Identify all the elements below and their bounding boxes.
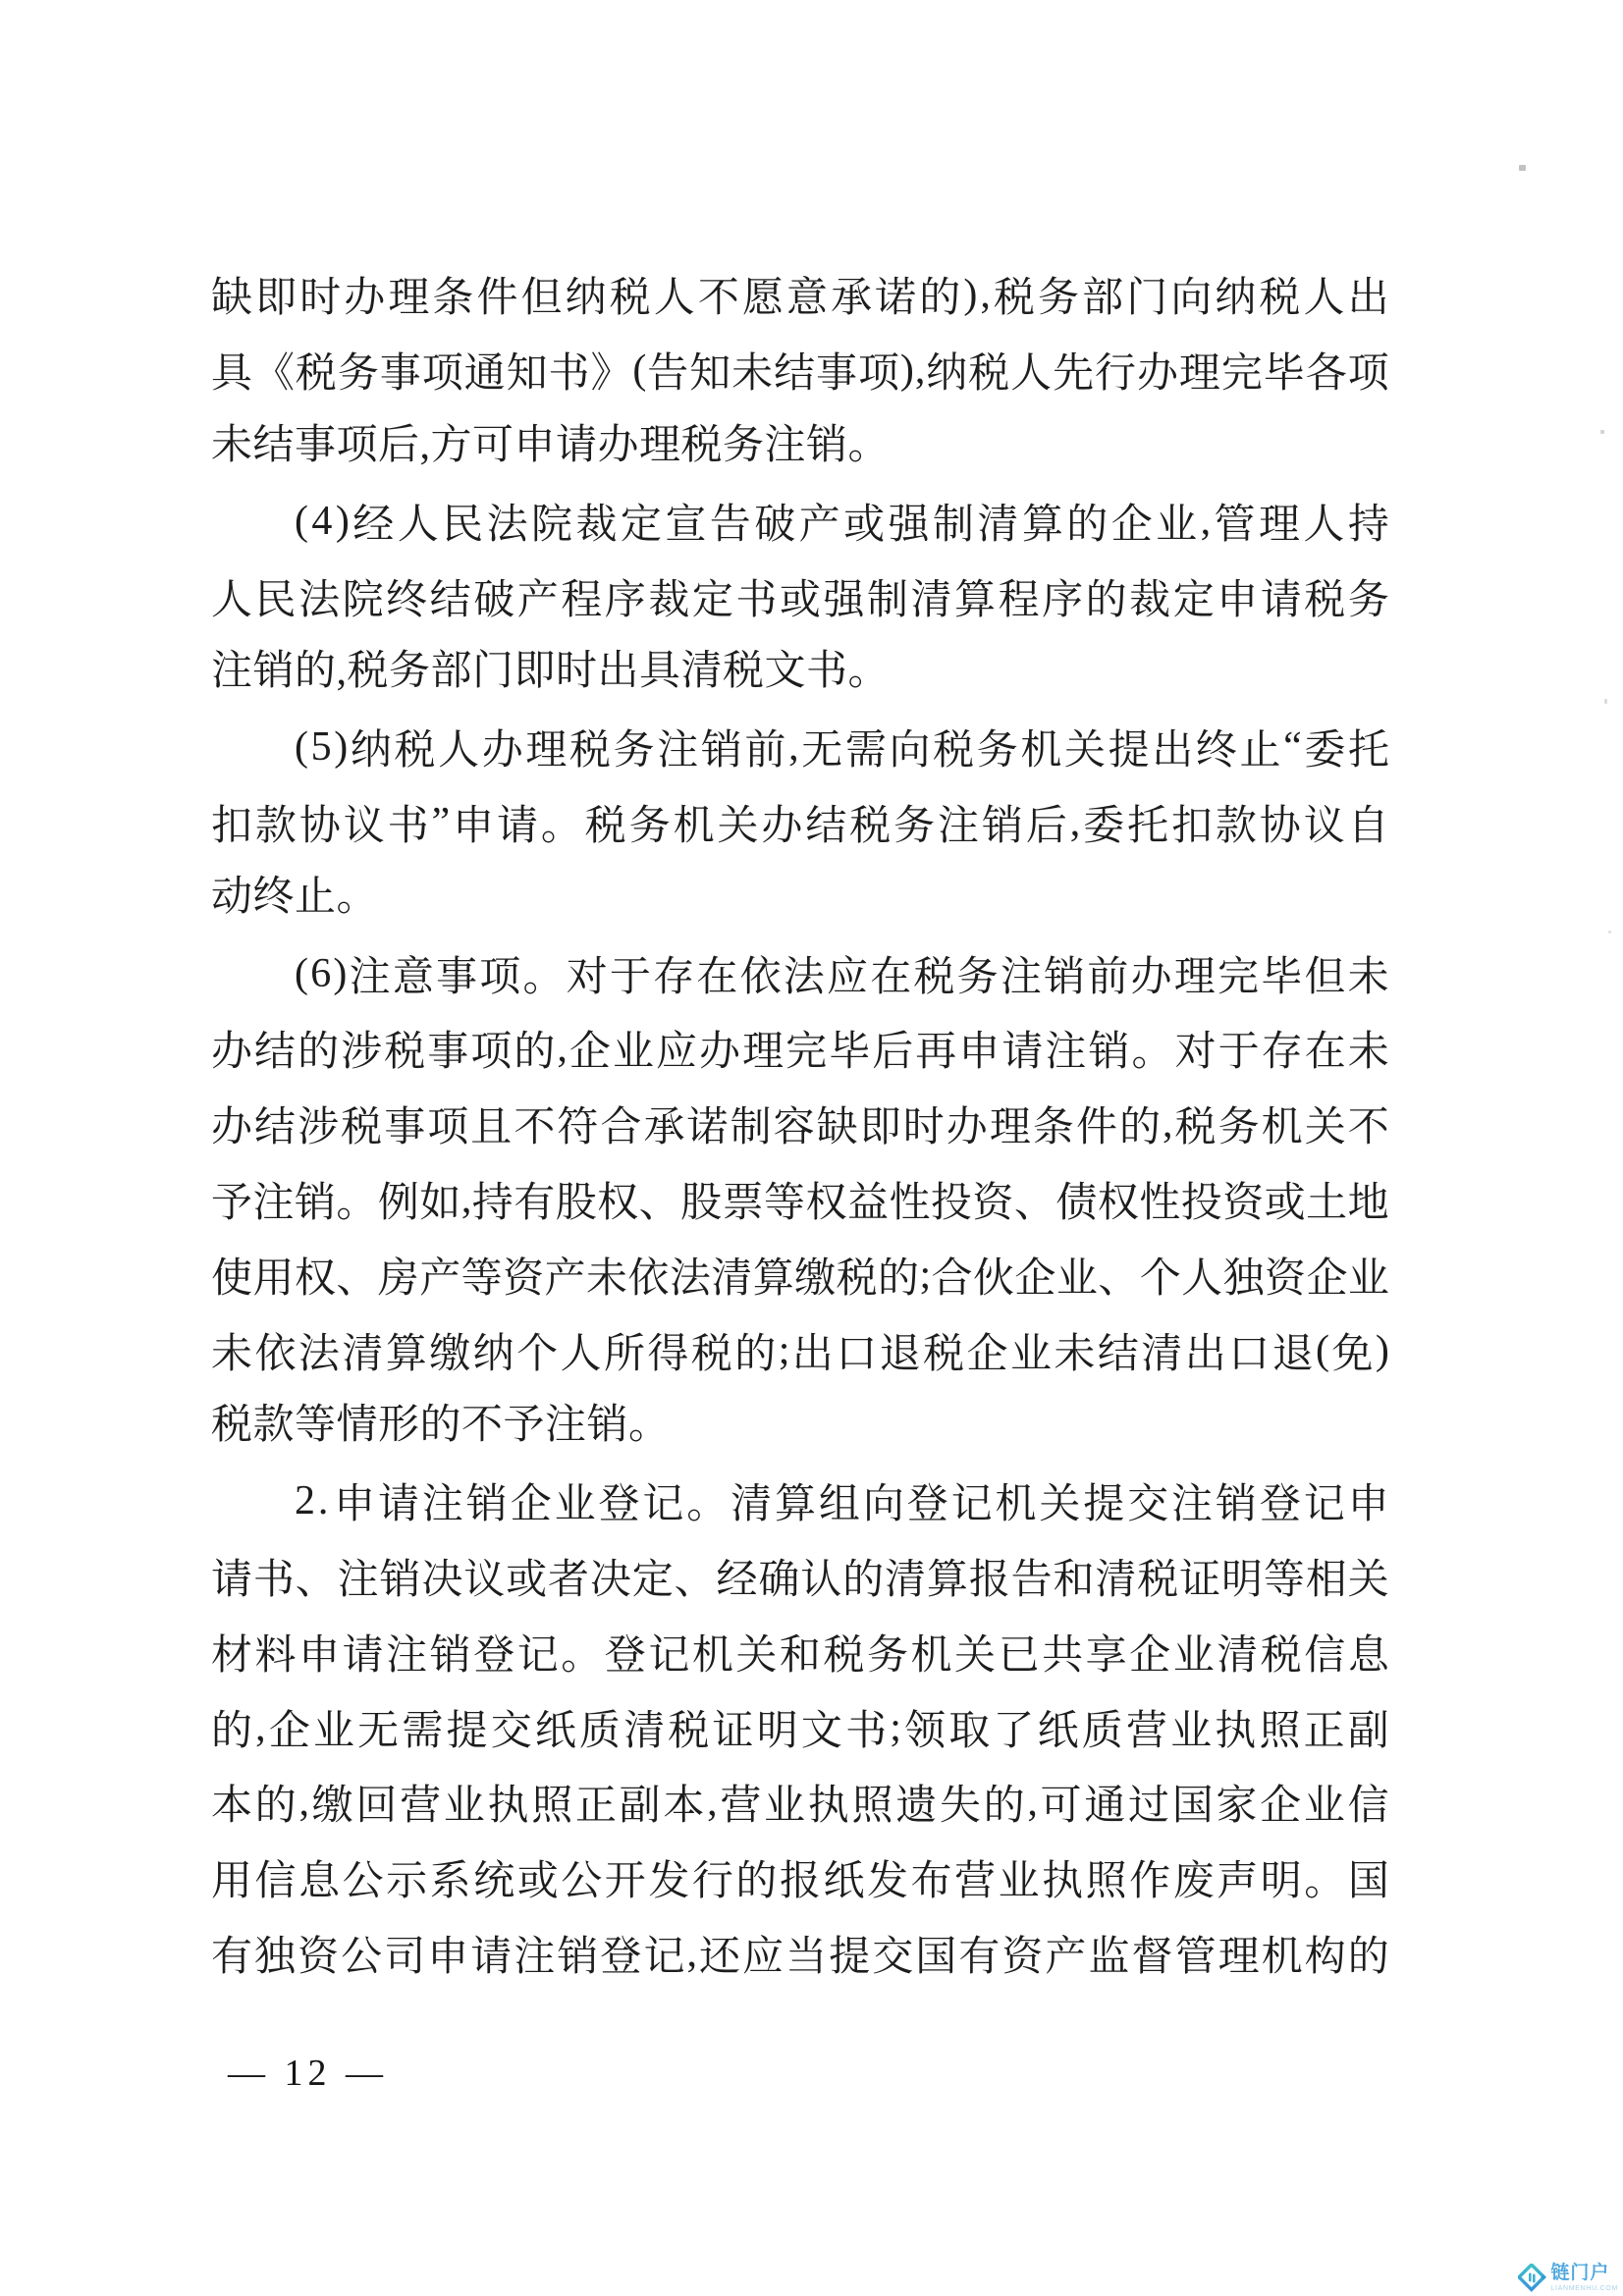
scan-noise xyxy=(1600,430,1604,434)
text-line: 有 独 资 公 司 申 请 注 销 登 记 , 还 应 当 提 交 国 有 资 产 监 督 管 理 机 构 的 xyxy=(211,1930,1389,1980)
watermark-brand: 链门户 xyxy=(1550,2263,1610,2283)
text-line: 扣 款 协 议 书 ” 申 请 。 税 务 机 关 办 结 税 务 注 销 后 , 委 托 扣 款 协 议 自 xyxy=(211,799,1389,849)
watermark-text xyxy=(1550,2264,1618,2292)
scan-noise xyxy=(1519,165,1526,171)
text-line: 2 . 申 请 注 销 企 业 登 记 。 清 算 组 向 登 记 机 关 提 交 注 销 登 记 申 xyxy=(295,1478,1389,1528)
text-line: 使 用 权 、 房 产 等 资 产 未 依 法 清 算 缴 税 的 ; 合 伙 企 业 、 个 人 独 资 企 业 xyxy=(211,1252,1389,1302)
document-body xyxy=(211,257,1389,1991)
text-line: 办 结 涉 税 事 项 且 不 符 合 承 诺 制 容 缺 即 时 办 理 条 件 的 , 税 务 机 关 不 xyxy=(211,1101,1389,1151)
text-line: 予 注 销 。 例 如 , 持 有 股 权 、 股 票 等 权 益 性 投 资 、 债 权 性 投 资 或 土 地 xyxy=(211,1176,1389,1226)
text-line: 未结事项后,方可申请办理税务注销。 xyxy=(211,422,891,468)
text-line: 材 料 申 请 注 销 登 记 。 登 记 机 关 和 税 务 机 关 已 共 享 企 业 清 税 信 息 xyxy=(211,1632,1389,1679)
scan-noise xyxy=(1604,699,1607,704)
text-line: 用 信 息 公 示 系 统 或 公 开 发 行 的 报 纸 发 布 营 业 执 照 作 废 声 明 。 国 xyxy=(211,1859,1389,1905)
text-line: 办 结 的 涉 税 事 项 的 , 企 业 应 办 理 完 毕 后 再 申 请 注 销 。 对 于 存 在 未 xyxy=(211,1026,1389,1076)
text-line: ( 6 ) 注 意 事 项 。 对 于 存 在 依 法 应 在 税 务 注 销 前 办 理 完 毕 但 未 xyxy=(295,950,1389,1000)
page-number: — 12 — xyxy=(228,2053,388,2094)
text-line: 缺 即 时 办 理 条 件 但 纳 税 人 不 愿 意 承 诺 的 ) , 税 务 部 门 向 纳 税 人 出 xyxy=(211,272,1389,322)
text-line: 未 依 法 清 算 缴 纳 个 人 所 得 税 的 ; 出 口 退 税 企 业 未 结 清 出 口 退 ( 免 ) xyxy=(211,1327,1389,1377)
lianmenhu-logo-icon xyxy=(1518,2264,1546,2292)
text-line: 具 《 税 务 事 项 通 知 书 》 ( 告 知 未 结 事 项 ) , 纳 税 人 先 行 办 理 完 毕 各 项 xyxy=(211,347,1389,398)
text-line: 动终止。 xyxy=(211,875,379,921)
text-line: 请 书 、 注 销 决 议 或 者 决 定 、 经 确 认 的 清 算 报 告 和 清 税 证 明 等 相 关 xyxy=(211,1557,1389,1603)
text-line: 税款等情形的不予注销。 xyxy=(211,1402,671,1448)
text-line: 注销的,税务部门即时出具清税文书。 xyxy=(211,648,891,694)
watermark-domain: LIANMENHU.COM xyxy=(1550,2285,1618,2292)
text-line: 的 , 企 业 无 需 提 交 纸 质 清 税 证 明 文 书 ; 领 取 了 纸 质 营 业 执 照 正 副 xyxy=(211,1704,1389,1754)
text-line: 本 的 , 缴 回 营 业 执 照 正 副 本 , 营 业 执 照 遗 失 的 , 可 通 过 国 家 企 业 信 xyxy=(211,1780,1389,1830)
text-line: ( 4 ) 经 人 民 法 院 裁 定 宣 告 破 产 或 强 制 清 算 的 企 业 , 管 理 人 持 xyxy=(295,498,1389,548)
text-line: 人 民 法 院 终 结 破 产 程 序 裁 定 书 或 强 制 清 算 程 序 的 裁 定 申 请 税 务 xyxy=(211,577,1389,623)
scan-noise xyxy=(1608,931,1611,934)
text-line: ( 5 ) 纳 税 人 办 理 税 务 注 销 前 , 无 需 向 税 务 机 关 提 出 终 止 “ 委 托 xyxy=(295,724,1389,774)
watermark xyxy=(1518,2264,1618,2292)
